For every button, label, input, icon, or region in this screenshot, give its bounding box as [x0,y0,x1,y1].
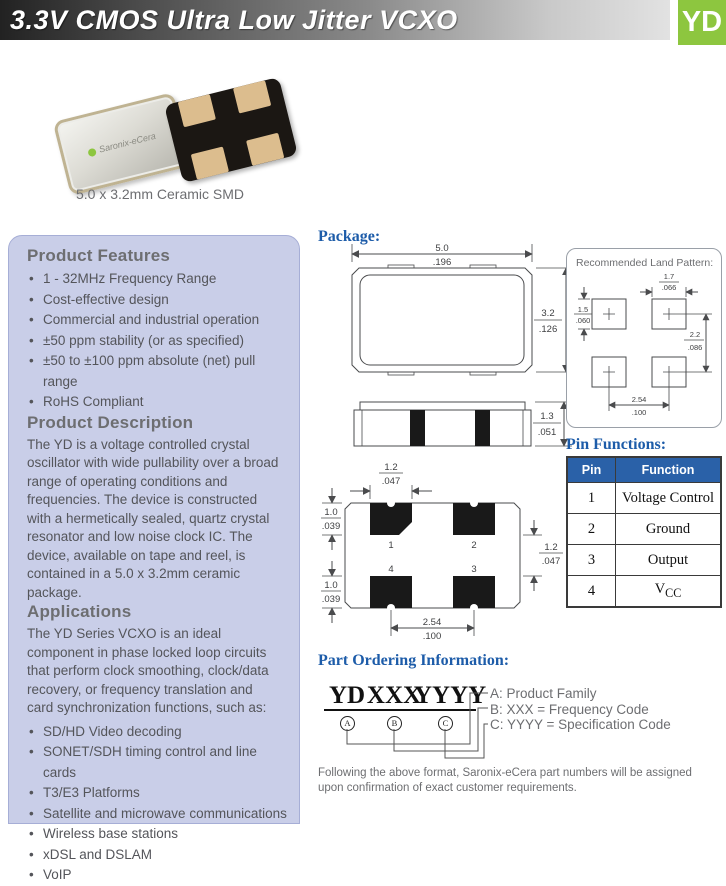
table-row [567,545,721,576]
list-item: • Satellite and microwave communications [27,804,287,825]
list-item: • Commercial and industrial operation [27,310,287,331]
dim-height-in: .126 [538,324,558,335]
chip-pad [191,146,229,179]
list-item: • T3/E3 Platforms [27,783,287,804]
dim-pad-width-in: .047 [381,476,401,487]
code-part-spec: YYYY [414,682,487,709]
pad-3 [453,576,495,608]
table-row [567,514,721,545]
features-heading: Product Features [27,246,171,265]
applications-list [27,722,287,886]
list-item: • Wireless base stations [27,824,287,845]
pin-number-3: 3 [471,564,477,575]
cell-pin: 1 [567,483,616,514]
dim-pitch-in: .100 [422,631,442,642]
dim-land-pad-width-mm: 1.7 [663,272,675,281]
dim-height-mm: 3.2 [541,308,555,319]
description-heading: Product Description [27,412,194,432]
list-item: • RoHS Compliant [27,392,287,413]
product-photo [50,78,280,190]
page-title: 3.3V CMOS Ultra Low Jitter VCXO [10,5,458,35]
list-item: • xDSL and DSLAM [27,845,287,866]
package-outline [352,268,532,372]
vcc-symbol: V [654,581,666,598]
chip-pad [178,94,216,127]
features-list [27,269,287,413]
applications-heading: Applications [27,602,132,621]
dim-pad-width-mm: 1.2 [384,462,398,473]
photo-caption: 5.0 x 3.2mm Ceramic SMD [75,186,245,202]
ordering-legend [490,686,671,733]
package-bottom-view-drawing [320,458,565,648]
chip-bottom-view-image [164,77,298,183]
cell-function: Voltage Control [616,483,722,514]
marker-c: C [438,716,453,731]
part-ordering-section [318,652,722,812]
list-item: • 1 - 32MHz Frequency Range [27,269,287,290]
chip-brand-text: Saronix-eCera [97,130,157,155]
package-top-view-drawing [330,240,580,380]
chip-pad [233,80,271,113]
table-row [567,483,721,514]
dim-land-h-pitch-mm: 2.54 [631,395,647,404]
package-side-view-drawing [330,392,580,452]
dim-pad-height-mm: 1.0 [324,507,338,518]
table-row [567,576,721,608]
dim-row-gap-in: .047 [541,556,561,567]
applications-intro: The YD Series VCXO is an ideal component in phase locked loop circuits that perform clock smoothing, clock/data recovery, or frequency translation and card synchronization functions, such as: [27,626,269,715]
legend-item-a: A: Product Family [490,686,597,701]
list-item: • Cost-effective design [27,290,287,311]
pin-functions-table [566,456,722,608]
dim-thickness-mm: 1.3 [540,411,554,422]
dim-land-pad-height-in: .060 [575,316,591,325]
table-header-row [567,457,721,483]
cell-function [616,576,722,608]
dim-land-h-pitch-in: .100 [631,408,647,417]
dim-pad-height-mm: 1.0 [324,580,338,591]
code-part-family: YD [324,682,370,711]
list-item: • SONET/SDH timing control and line cards [27,742,287,783]
page-header [0,0,670,40]
pin-number-4: 4 [388,564,394,575]
package-lid [360,275,524,365]
dim-land-v-pitch-mm: 2.2 [689,330,701,339]
list-item: • VoIP [27,865,287,886]
dim-row-gap-mm: 1.2 [544,542,558,553]
chip-pad [246,133,284,166]
code-part-frequency: XXX [366,682,422,709]
description-text: The YD is a voltage controlled crystal oscillator with wide pullability over a broad range of operating conditions and frequencies. The device is constructed with a hermetically sealed, quartz crystal resonator and low noise clock IC. The device, available on tape and reel, is contained in a 5.0 x 3.2mm ceramic package. [27,436,279,600]
pin-number-1: 1 [388,540,394,551]
pad-1 [370,503,412,535]
dim-pitch-mm: 2.54 [422,617,442,628]
brand-dot-icon [88,147,98,157]
list-item: • ±50 to ±100 ppm absolute (net) pull range [27,351,287,392]
list-item: • ±50 ppm stability (or as specified) [27,331,287,352]
pin-number-2: 2 [471,540,477,551]
column-header-function: Function [616,457,722,483]
pin-functions-heading: Pin Functions: [566,436,667,453]
dim-width-in: .196 [432,257,452,268]
series-logo-badge: YD [678,0,726,45]
list-item: • SD/HD Video decoding [27,722,287,743]
dim-thickness-in: .051 [537,427,557,438]
dim-land-pad-height-mm: 1.5 [577,305,589,314]
legend-item-b: B: XXX = Frequency Code [490,701,649,717]
dim-width-mm: 5.0 [435,243,449,254]
marker-b: B [387,716,402,731]
land-pattern-heading: Recommended Land Pattern: [576,257,714,269]
marker-a: A [340,716,355,731]
land-pattern-drawing [570,271,718,419]
dim-land-v-pitch-in: .086 [687,343,703,352]
ordering-note: Following the above format, Saronix-eCera part numbers will be assigned upon confirmation of exact customer requirements. [318,767,692,794]
cell-pin: 3 [567,545,616,576]
info-panel [8,235,300,882]
dim-pad-height-in: .039 [321,521,341,532]
legend-item-c: C: YYYY = Specification Code [490,717,671,732]
cell-function: Output [616,545,722,576]
cell-pin: 4 [567,576,616,608]
cell-function: Ground [616,514,722,545]
vcc-subscript: CC [665,585,682,600]
pad-2 [453,503,495,535]
dim-land-pad-width-in: .066 [661,283,677,292]
cell-pin: 2 [567,514,616,545]
land-pattern-panel [566,248,722,428]
pad-4 [370,576,412,608]
column-header-pin: Pin [567,457,616,483]
package-heading: Package: [318,228,381,245]
ordering-heading: Part Ordering Information: [318,652,510,669]
dim-pad-height-in: .039 [321,594,341,605]
